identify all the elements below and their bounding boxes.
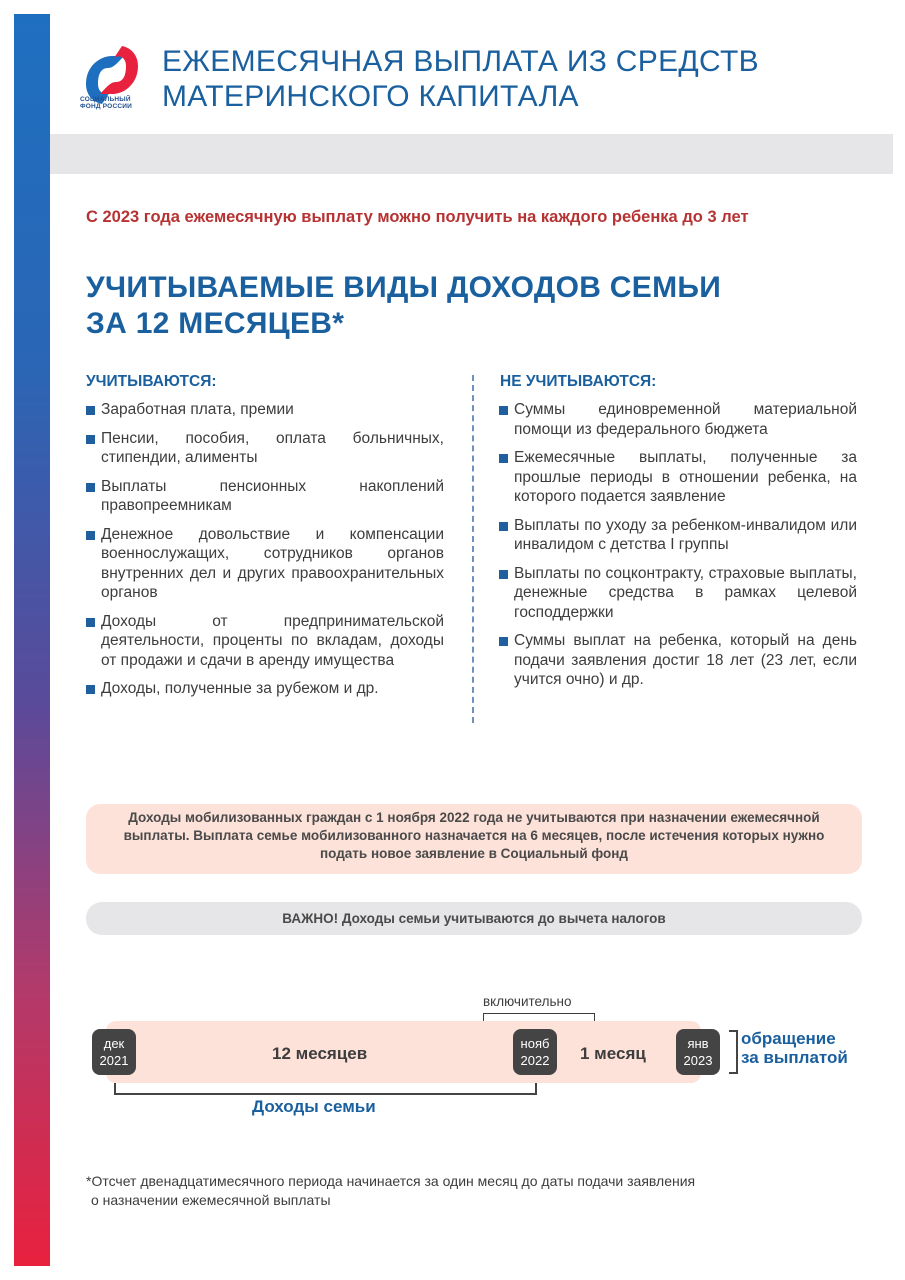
included-list (86, 400, 444, 708)
square-bullet-icon (86, 531, 95, 540)
logo-caption: СОЦИАЛЬНЫЙ ФОНД РОССИИ (80, 96, 132, 110)
income-label: Доходы семьи (252, 1097, 376, 1116)
column-divider (472, 375, 474, 723)
income-bracket (114, 1083, 537, 1095)
period-label: 12 месяцев (272, 1044, 368, 1063)
gap-label: 1 месяц (580, 1044, 646, 1063)
square-bullet-icon (86, 685, 95, 694)
section-title: УЧИТЫВАЕМЫЕ ВИДЫ ДОХОДОВ СЕМЬИ ЗА 12 МЕСЯЦЕВ* (86, 271, 722, 340)
square-bullet-icon (86, 406, 95, 415)
square-bullet-icon (499, 570, 508, 579)
list-item: Суммы единовременной материальной помощи из федерального бюджета (499, 400, 857, 439)
list-item: Выплаты по уходу за ребенком-инвалидом или инвалидом с детства I группы (499, 516, 857, 555)
square-bullet-icon (86, 435, 95, 444)
mobilized-notice: Доходы мобилизованных граждан с 1 ноября 2022 года не учитываются при назначении ежемесячной выплаты. Выплата семье мобилизованного назначается на 6 месяцев, после истечения которых нужно подать новое заявление в Социальный фонд (86, 804, 862, 874)
inclusive-label: включительно (483, 994, 572, 1009)
list-item: Доходы от предпринимательской деятельности, проценты по вкладам, доходы от продажи и сдачи в аренду имущества (86, 612, 444, 671)
subtitle: С 2023 года ежемесячную выплату можно получить на каждого ребенка до 3 лет (86, 208, 749, 226)
list-item: Выплаты пенсионных накоплений правопреемникам (86, 477, 444, 516)
end-date-badge: нояб 2022 (513, 1029, 557, 1075)
list-item: Суммы выплат на ребенка, который на день подачи заявления достиг 18 лет (23 лет, если учится очно) и др. (499, 631, 857, 690)
apply-date-badge: янв 2023 (676, 1029, 720, 1075)
square-bullet-icon (86, 483, 95, 492)
list-item: Заработная плата, премии (86, 400, 444, 420)
square-bullet-icon (499, 637, 508, 646)
list-item: Денежное довольствие и компенсации военнослужащих, сотрудников органов внутренних дел и других правоохранительных органов (86, 525, 444, 603)
excluded-heading: НЕ УЧИТЫВАЮТСЯ: (500, 373, 657, 390)
header-band (50, 134, 893, 174)
square-bullet-icon (499, 522, 508, 531)
list-item: Ежемесячные выплаты, полученные за прошлые периоды в отношении ребенка, на которого подается заявление (499, 448, 857, 507)
page-title: ЕЖЕМЕСЯЧНАЯ ВЫПЛАТА ИЗ СРЕДСТВ МАТЕРИНСКОГО КАПИТАЛА (162, 45, 759, 113)
included-heading: УЧИТЫВАЮТСЯ: (86, 373, 217, 390)
side-color-bar (14, 14, 50, 1266)
square-bullet-icon (499, 454, 508, 463)
square-bullet-icon (499, 406, 508, 415)
list-item: Выплаты по соцконтракту, страховые выплаты, денежные средства в рамках целевой господдержки (499, 564, 857, 623)
apply-bracket (729, 1030, 738, 1074)
list-item: Пенсии, пособия, оплата больничных, стипендии, алименты (86, 429, 444, 468)
square-bullet-icon (86, 618, 95, 627)
apply-label: обращение за выплатой (741, 1029, 848, 1067)
start-date-badge: дек 2021 (92, 1029, 136, 1075)
footnote: *Отсчет двенадцатимесячного периода начинается за один месяц до даты подачи заявления о назначении ежемесячной выплаты (86, 1173, 696, 1208)
inclusive-bracket (483, 1013, 595, 1021)
list-item: Доходы, полученные за рубежом и др. (86, 679, 444, 699)
excluded-list (499, 400, 857, 699)
important-notice: ВАЖНО! Доходы семьи учитываются до вычета налогов (86, 902, 862, 935)
